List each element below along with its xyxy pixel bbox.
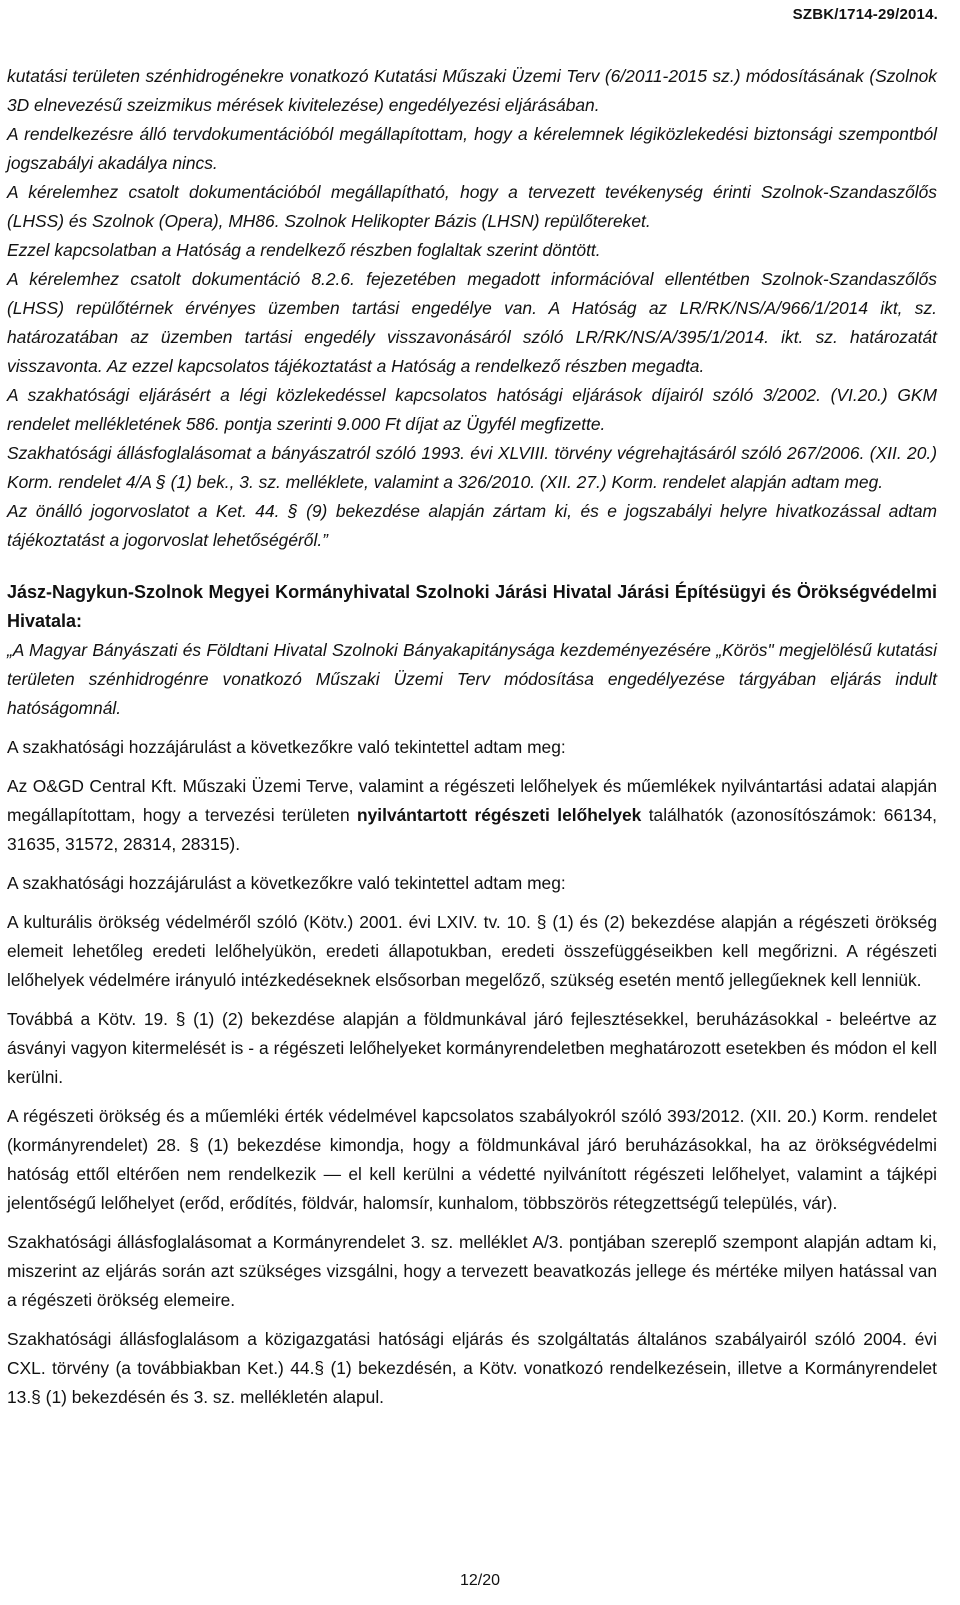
paragraph-heritage-law: A kulturális örökség védelméről szóló (Kötv.) 2001. évi LXIV. tv. 10. § (1) és (2) bekezdése alapján a régészeti örökség elemeit lehetőleg eredeti lelőhelyükön, eredeti állapotukban, eredeti összefüggéseikben kell megőrizni. A régészeti lelőhelyek védelmére irányuló intézkedéseknek elsősorban megelőző, szükség esetén mentő jellegűeknek kell lenniük.	[7, 912, 937, 990]
paragraph-lhss-license: A kérelemhez csatolt dokumentáció 8.2.6. fejezetében megadott információval ellentétben Szolnok-Szandaszőlős (LHSS) repülőtérnek érvényes üzemben tartási engedélye van. A Hatóság az LR/RK/NS/A/966/1/2014 ikt, sz. határozatában az üzemben tartási engedély visszavonásáról szóló LR/RK/NS/A/395/1/2014. ikt. sz. határozatát visszavonta. Az ezzel kapcsolatos tájékoztatást a Hatóság a rendelkező részben megadta.	[7, 269, 937, 376]
paragraph-ket-basis: Szakhatósági állásfoglalásom a közigazgatási hatósági eljárás és szolgáltatás általános szabályairól szóló 2004. évi CXL. törvény (a továbbiakban Ket.) 44.§ (1) bekezdésén, a Kötv. vonatkozó rendelkezésein, illetve a Kormányrendelet 13.§ (1) bekezdésén és 3. sz. mellékletén alapul.	[7, 1329, 937, 1407]
paragraph-kmut-context: kutatási területen szénhidrogénekre vonatkozó Kutatási Műszaki Üzemi Terv (6/2011-2015 sz.) módosításának (Szolnok 3D elnevezésű szeizmikus mérések kivitelezése) engedélyezési eljárásában.	[7, 66, 937, 115]
paragraph-aviation-safety: A rendelkezésre álló tervdokumentációból megállapítottam, hogy a kérelemnek légiközlekedési biztonsági szempontból jogszabályi akadálya nincs.	[7, 124, 937, 173]
document-body	[7, 62, 937, 1412]
paragraph-fee: A szakhatósági eljárásért a légi közlekedéssel kapcsolatos hatósági eljárások díjairól szóló 3/2002. (VI.20.) GKM rendelet mellékletének 586. pontja szerinti 9.000 Ft díjat az Ügyfél megfizette.	[7, 385, 937, 434]
paragraph-authority-decision: Ezzel kapcsolatban a Hatóság a rendelkező részben foglaltak szerint döntött.	[7, 240, 601, 260]
text-registered-sites-emphasis: nyilvántartott régészeti lelőhelyek	[356, 805, 642, 825]
paragraph-affected-airfields: A kérelemhez csatolt dokumentációból megállapítható, hogy a tervezett tevékenység érinti Szolnok-Szandaszőlős (LHSS) és Szolnok (Opera), MH86. Szolnok Helikopter Bázis (LHSN) repülőtereket.	[7, 182, 937, 231]
paragraph-archaeological-sites	[7, 772, 937, 859]
section-heading-heritage-office: Jász-Nagykun-Szolnok Megyei Kormányhivatal Szolnoki Járási Hivatal Járási Építésügyi és Örökségvédelmi Hivatala:	[7, 582, 937, 631]
paragraph-consent-intro-1: A szakhatósági hozzájárulást a következőkre való tekintettel adtam meg:	[7, 737, 566, 757]
paragraph-annex-a3: Szakhatósági állásfoglalásomat a Kormányrendelet 3. sz. melléklet A/3. pontjában szereplő szempont alapján adtam ki, miszerint az eljárás során azt szükséges vizsgálni, hogy a tervezett beavatkozás jellege és mértéke milyen hatással van a régészeti örökség elemeire.	[7, 1232, 937, 1310]
page-number: 12/20	[459, 1572, 501, 1589]
paragraph-consent-intro-2: A szakhatósági hozzájárulást a következőkre való tekintettel adtam meg:	[7, 873, 566, 893]
paragraph-procedure-start: „A Magyar Bányászati és Földtani Hivatal Szolnoki Bányakapitánysága kezdeményezésére „Körös" megjelölésű kutatási területen szénhidrogénre vonatkozó Műszaki Üzemi Terv módosítása engedélyezése tárgyában eljárás indult hatóságomnál.	[7, 640, 937, 718]
paragraph-kotv-19: Továbbá a Kötv. 19. § (1) (2) bekezdése alapján a földmunkával járó fejlesztésekkel, beruházásokkal - beleértve az ásványi vagyon kitermelését is - a régészeti lelőhelyeket kormányrendeletben meghatározott esetekben és módon el kell kerülni.	[7, 1009, 937, 1087]
paragraph-legal-basis: Szakhatósági állásfoglalásomat a bányászatról szóló 1993. évi XLVIII. törvény végrehajtásáról szóló 267/2006. (XII. 20.) Korm. rendelet 4/A § (1) bek., 3. sz. melléklete, valamint a 326/2010. (XII. 27.) Korm. rendelet alapján adtam meg.	[7, 443, 937, 492]
document-reference-number: SZBK/1714-29/2014.	[792, 6, 938, 23]
paragraph-gov-decree-28: A régészeti örökség és a műemléki érték védelmével kapcsolatos szabályokról szóló 393/2012. (XII. 20.) Korm. rendelet (kormányrendelet) 28. § (1) bekezdése kimondja, hogy a földmunkával járó beruházásokkal, ha az örökségvédelmi hatóság ettől eltérően nem rendelkezik — el kell kerülni a védetté nyilvánított régészeti lelőhelyet, valamint a tájképi jelentőségű lelőhelyet (erőd, erődítés, földvár, halomsír, kunhalom, többszörös rétegzettségű település, vár).	[7, 1106, 937, 1213]
paragraph-legal-remedy: Az önálló jogorvoslatot a Ket. 44. § (9) bekezdése alapján zártam ki, és e jogszabályi helyre hivatkozással adtam tájékoztatást a jogorvoslat lehetőségéről.”	[7, 501, 937, 550]
text-site-ids: találhatók (azonosítószámok: 66134, 31635, 31572, 28314, 28315).	[7, 805, 937, 854]
text-sites-lead: Az O&GD Central Kft. Műszaki Üzemi Terve, valamint a régészeti lelőhelyek és műemlékek nyilvántartási adatai alapján megállapítottam, hogy a tervezési területen	[7, 776, 937, 825]
